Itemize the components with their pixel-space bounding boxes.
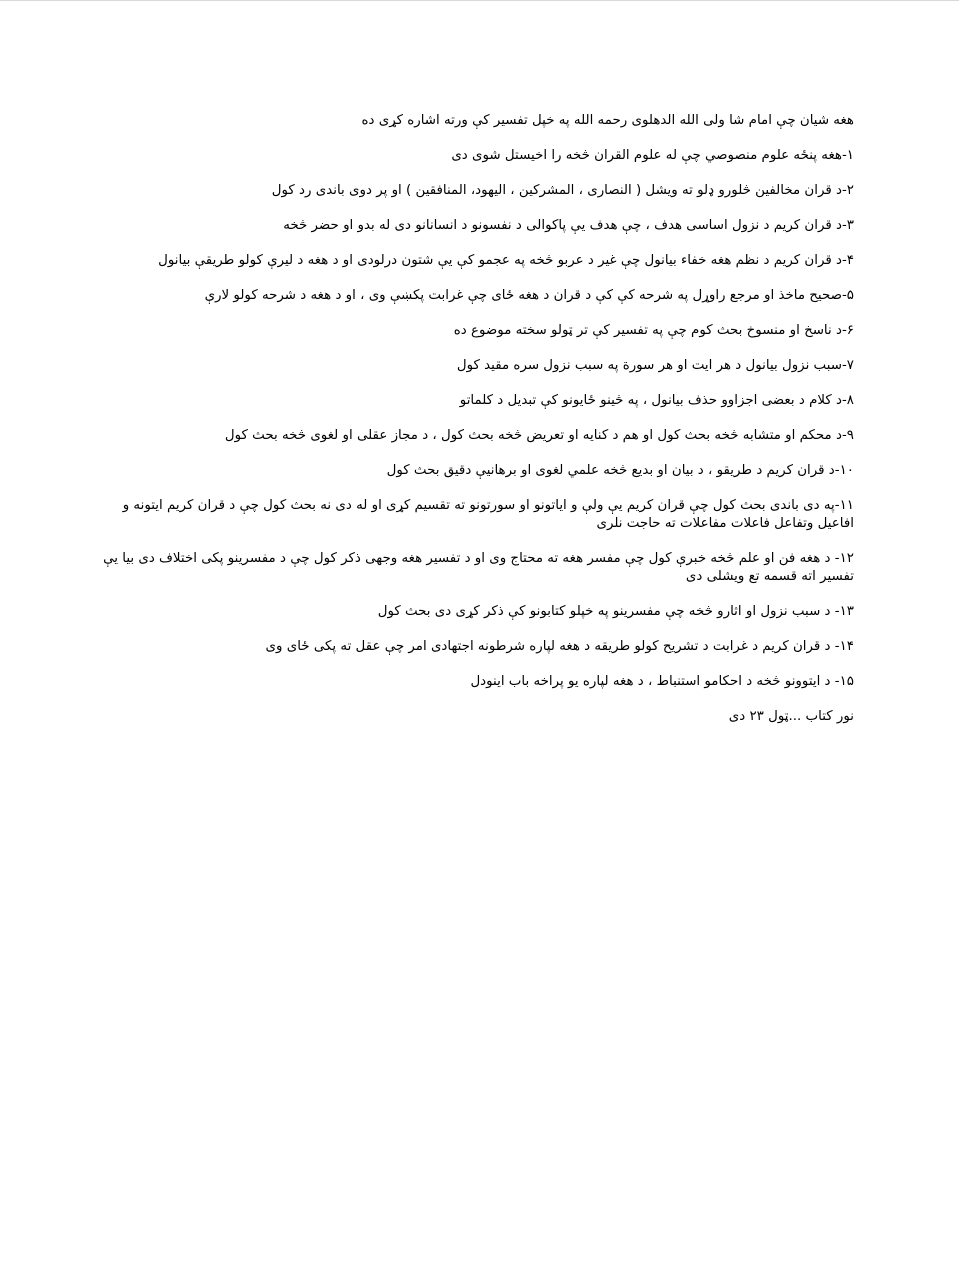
list-item-3: ۳-د قران کريم د نزول اساسی هدف ، چې هدف يې پاکوالی د نفسونو د انسانانو دی له بدو او حضر څخه <box>283 218 854 233</box>
list-item-12: ۱۲- د هغه فن او علم څخه خبرې کول چې مفسر هغه ته محتاج وی او د تفسير هغه وجهی ذکر کول چې د مفسرينو پکی اختلاف دی بيا يې تفسير اته قسمه تع ويشلی دی <box>103 551 854 584</box>
list-item-10: ۱۰-د قران کريم د طريقو ، د بيان او بديع څخه علمي لغوی او برهانيې دقيق بحث کول <box>386 463 854 478</box>
list-item-5: ۵-صحيح ماخذ او مرجع راوړل په شرحه کې کې د قران د هغه ځای چې غرابت پکښې وی ، او د هغه د شرحه کولو لارې <box>204 288 854 303</box>
list-item-2: ۲-د قران مخالفين څلورو ډلو ته ويشل ( النصارى ، المشركين ، اليهود، المنافقين ) او پر دوی باندی رد کول <box>271 183 854 198</box>
list-item-13: ۱۳- د سبب نزول او اثارو څخه چې مفسرينو په خپلو کتابونو کې ذکر کړی دی بحث کول <box>377 604 854 619</box>
list-item-6: ۶-د ناسخ او منسوخ بحث کوم چې په تفسير کې تر ټولو سخته موضوع ده <box>453 323 854 338</box>
footer-note: نور کتاب ...ټول ۲۳ دی <box>728 709 854 724</box>
page-top-border <box>0 0 959 1</box>
list-item-7: ۷-سبب نزول بيانول د هر ايت او هر سورة په سبب نزول سره مقيد کول <box>456 358 854 373</box>
intro-paragraph: هغه شيان چې امام شا ولی الله الدهلوی رحمه الله په خپل تفسیر کې ورته اشاره کړی ده <box>361 113 854 128</box>
list-item-4: ۴-د قران کريم د نظم هغه خفاء بيانول چې غير د عربو څخه په عجمو کې يې شتون درلودی او د هغه د ليرې کولو طريقې بيانول <box>158 253 854 268</box>
list-item-8: ۸-د کلام د بعضی اجزاوو حذف بيانول ، په څينو ځايونو کې تبديل د کلماتو <box>459 393 854 408</box>
list-item-14: ۱۴- د قران کريم د غرابت د تشريح کولو طريقه د هغه لپاره شرطونه اجتهادی امر چې عقل ته پکی ځای وی <box>265 639 854 654</box>
list-item-15: ۱۵- د ايتوونو څخه د احکامو استنباط ، د هغه لپاره يو پراخه باب اينودل <box>470 674 854 689</box>
document-body <box>98 112 854 743</box>
list-item-11: ۱۱-په دی باندی بحث کول چې قران کريم يې ولې و اياتونو او سورتونو ته تقسيم کړی او له دی نه بحث کول چې د قران کريم ايتونه و افاعيل وتفاعل فاعلات مفاعلات ته حاجت نلری <box>122 498 854 531</box>
list-item-1: ۱-هغه پنځه علوم منصوصي چې له علوم القران څخه را اخيستل شوی دی <box>451 148 854 163</box>
list-item-9: ۹-د محکم او متشابه څخه بحث کول او هم د کنايه او تعريض څخه بحث کول ، د مجاز عقلی او لغوی څخه بحث کول <box>224 428 854 443</box>
